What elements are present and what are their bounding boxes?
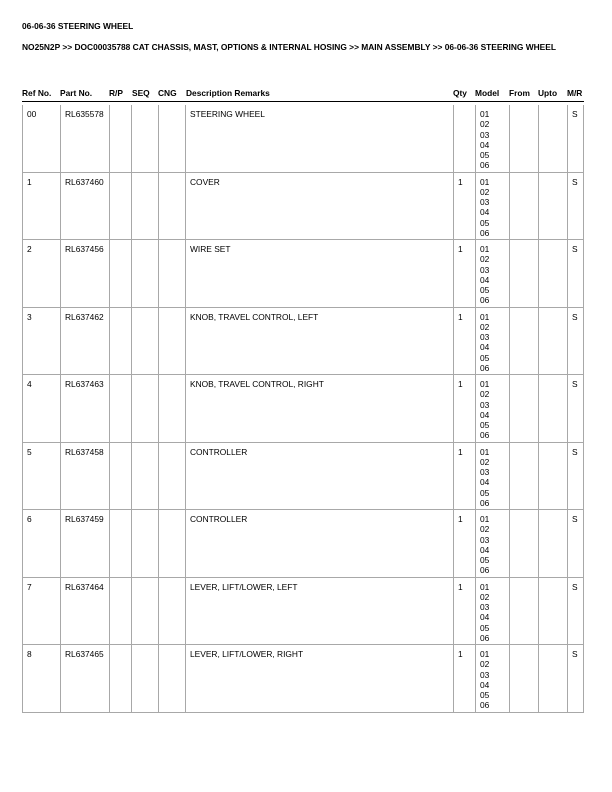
table-row [22, 443, 584, 511]
cng-cell [158, 645, 185, 713]
from-cell [509, 375, 538, 443]
description-cell: KNOB, TRAVEL CONTROL, LEFT [185, 308, 453, 376]
part-no-cell: RL637458 [60, 443, 109, 511]
mr-cell: S [567, 443, 584, 511]
model-code: 03 [480, 197, 490, 208]
description-cell: WIRE SET [185, 240, 453, 308]
cng-cell [158, 443, 185, 511]
from-cell [509, 173, 538, 241]
model-cell [475, 645, 509, 713]
row-divider [22, 712, 584, 713]
model-code: 02 [480, 591, 490, 602]
model-code: 03 [480, 399, 490, 410]
col-header-mr: M/R [567, 88, 583, 98]
seq-cell [131, 105, 158, 173]
upto-cell [538, 443, 567, 511]
col-header-part-no: Part No. [60, 88, 93, 98]
model-code: 06 [480, 700, 490, 711]
mr-cell: S [567, 308, 584, 376]
qty-cell: 1 [453, 443, 475, 511]
part-no-cell: RL637460 [60, 173, 109, 241]
page-title: 06-06-36 STEERING WHEEL [22, 21, 134, 31]
description-cell: CONTROLLER [185, 443, 453, 511]
seq-cell [131, 173, 158, 241]
model-code: 04 [480, 342, 490, 353]
from-cell [509, 443, 538, 511]
table-row [22, 578, 584, 646]
ref-no-cell: 7 [22, 578, 60, 646]
mr-cell: S [567, 240, 584, 308]
cng-cell [158, 578, 185, 646]
from-cell [509, 510, 538, 578]
model-code: 06 [480, 362, 490, 373]
model-code: 01 [480, 514, 490, 524]
qty-cell: 1 [453, 240, 475, 308]
model-code: 04 [480, 139, 490, 150]
qty-cell: 1 [453, 173, 475, 241]
model-code: 02 [480, 389, 490, 400]
model-code: 04 [480, 477, 490, 488]
model-code: 04 [480, 274, 490, 285]
mr-cell: S [567, 578, 584, 646]
model-code: 01 [480, 649, 490, 659]
ref-no-cell: 2 [22, 240, 60, 308]
table-row [22, 510, 584, 578]
rp-cell [109, 173, 131, 241]
seq-cell [131, 443, 158, 511]
model-code: 06 [480, 295, 490, 306]
col-header-description: Description Remarks [186, 88, 270, 98]
col-header-ref-no: Ref No. [22, 88, 52, 98]
mr-cell: S [567, 645, 584, 713]
from-cell [509, 578, 538, 646]
model-cell [475, 578, 509, 646]
description-cell: CONTROLLER [185, 510, 453, 578]
parts-table [22, 105, 584, 713]
model-code: 05 [480, 285, 490, 296]
cng-cell [158, 308, 185, 376]
model-code: 03 [480, 467, 490, 478]
cng-cell [158, 375, 185, 443]
table-row [22, 173, 584, 241]
model-code: 04 [480, 679, 490, 690]
table-header [22, 88, 584, 100]
model-code: 05 [480, 420, 490, 431]
model-code: 05 [480, 487, 490, 498]
description-cell: STEERING WHEEL [185, 105, 453, 173]
model-code: 02 [480, 524, 490, 535]
ref-no-cell: 6 [22, 510, 60, 578]
qty-cell [453, 105, 475, 173]
model-code: 04 [480, 544, 490, 555]
rp-cell [109, 443, 131, 511]
mr-cell: S [567, 173, 584, 241]
seq-cell [131, 375, 158, 443]
cng-cell [158, 510, 185, 578]
model-code: 03 [480, 602, 490, 613]
model-code: 04 [480, 207, 490, 218]
model-code: 05 [480, 352, 490, 363]
seq-cell [131, 578, 158, 646]
model-code: 02 [480, 254, 490, 265]
upto-cell [538, 645, 567, 713]
qty-cell: 1 [453, 645, 475, 713]
upto-cell [538, 510, 567, 578]
table-row [22, 375, 584, 443]
model-code: 01 [480, 581, 490, 592]
model-code: 03 [480, 264, 490, 275]
part-no-cell: RL637459 [60, 510, 109, 578]
col-header-model: Model [475, 88, 500, 98]
col-header-rp: R/P [109, 88, 123, 98]
table-row [22, 105, 584, 173]
seq-cell [131, 510, 158, 578]
model-cell [475, 510, 509, 578]
model-cell [475, 308, 509, 376]
rp-cell [109, 308, 131, 376]
rp-cell [109, 645, 131, 713]
mr-cell: S [567, 105, 584, 173]
upto-cell [538, 240, 567, 308]
model-code: 03 [480, 332, 490, 343]
model-code: 04 [480, 612, 490, 623]
model-code: 06 [480, 497, 490, 508]
from-cell [509, 240, 538, 308]
model-cell [475, 240, 509, 308]
seq-cell [131, 240, 158, 308]
rp-cell [109, 375, 131, 443]
qty-cell: 1 [453, 308, 475, 376]
cng-cell [158, 240, 185, 308]
model-code: 03 [480, 534, 490, 545]
upto-cell [538, 578, 567, 646]
description-cell: KNOB, TRAVEL CONTROL, RIGHT [185, 375, 453, 443]
cng-cell [158, 105, 185, 173]
part-no-cell: RL637456 [60, 240, 109, 308]
ref-no-cell: 1 [22, 173, 60, 241]
from-cell [509, 308, 538, 376]
model-code: 02 [480, 119, 490, 130]
qty-cell: 1 [453, 375, 475, 443]
model-code: 02 [480, 659, 490, 670]
rp-cell [109, 105, 131, 173]
model-code: 05 [480, 217, 490, 228]
model-code: 06 [480, 160, 490, 171]
cng-cell [158, 173, 185, 241]
qty-cell: 1 [453, 510, 475, 578]
model-code: 04 [480, 409, 490, 420]
model-code: 03 [480, 669, 490, 680]
from-cell [509, 105, 538, 173]
qty-cell: 1 [453, 578, 475, 646]
upto-cell [538, 173, 567, 241]
from-cell [509, 645, 538, 713]
model-code: 06 [480, 227, 490, 238]
ref-no-cell: 5 [22, 443, 60, 511]
upto-cell [538, 375, 567, 443]
description-cell: COVER [185, 173, 453, 241]
part-no-cell: RL637463 [60, 375, 109, 443]
table-row [22, 308, 584, 376]
model-code: 05 [480, 150, 490, 161]
part-no-cell: RL637465 [60, 645, 109, 713]
rp-cell [109, 578, 131, 646]
model-code: 05 [480, 622, 490, 633]
rp-cell [109, 510, 131, 578]
ref-no-cell: 8 [22, 645, 60, 713]
upto-cell [538, 105, 567, 173]
model-cell [475, 443, 509, 511]
table-row [22, 240, 584, 308]
part-no-cell: RL635578 [60, 105, 109, 173]
model-code: 06 [480, 565, 490, 576]
ref-no-cell: 3 [22, 308, 60, 376]
part-no-cell: RL637464 [60, 578, 109, 646]
description-cell: LEVER, LIFT/LOWER, RIGHT [185, 645, 453, 713]
model-code: 03 [480, 129, 490, 140]
model-code: 01 [480, 446, 490, 457]
model-cell [475, 375, 509, 443]
seq-cell [131, 645, 158, 713]
table-row [22, 645, 584, 713]
model-code: 01 [480, 176, 490, 187]
model-cell [475, 173, 509, 241]
model-cell [475, 105, 509, 173]
upto-cell [538, 308, 567, 376]
col-header-from: From [509, 88, 530, 98]
model-code: 02 [480, 186, 490, 197]
part-no-cell: RL637462 [60, 308, 109, 376]
col-header-upto: Upto [538, 88, 558, 98]
model-code: 01 [480, 379, 490, 389]
col-header-seq: SEQ [132, 88, 150, 98]
model-code: 06 [480, 430, 490, 441]
model-code: 02 [480, 456, 490, 467]
model-code: 06 [480, 632, 490, 643]
mr-cell: S [567, 375, 584, 443]
ref-no-cell: 00 [22, 105, 60, 173]
model-code: 01 [480, 244, 490, 254]
rp-cell [109, 240, 131, 308]
model-code: 01 [480, 109, 490, 119]
model-code: 05 [480, 555, 490, 566]
description-cell: LEVER, LIFT/LOWER, LEFT [185, 578, 453, 646]
model-code: 05 [480, 690, 490, 701]
breadcrumb: NO25N2P >> DOC00035788 CAT CHASSIS, MAST, OPTIONS & INTERNAL HOSING >> MAIN ASSEMBLY >> 06-06-36 STEERING WHEEL [22, 42, 556, 52]
col-header-qty: Qty [453, 88, 467, 98]
ref-no-cell: 4 [22, 375, 60, 443]
mr-cell: S [567, 510, 584, 578]
seq-cell [131, 308, 158, 376]
header-divider [22, 101, 584, 102]
col-header-cng: CNG [158, 88, 177, 98]
model-code: 02 [480, 321, 490, 332]
model-code: 01 [480, 311, 490, 322]
